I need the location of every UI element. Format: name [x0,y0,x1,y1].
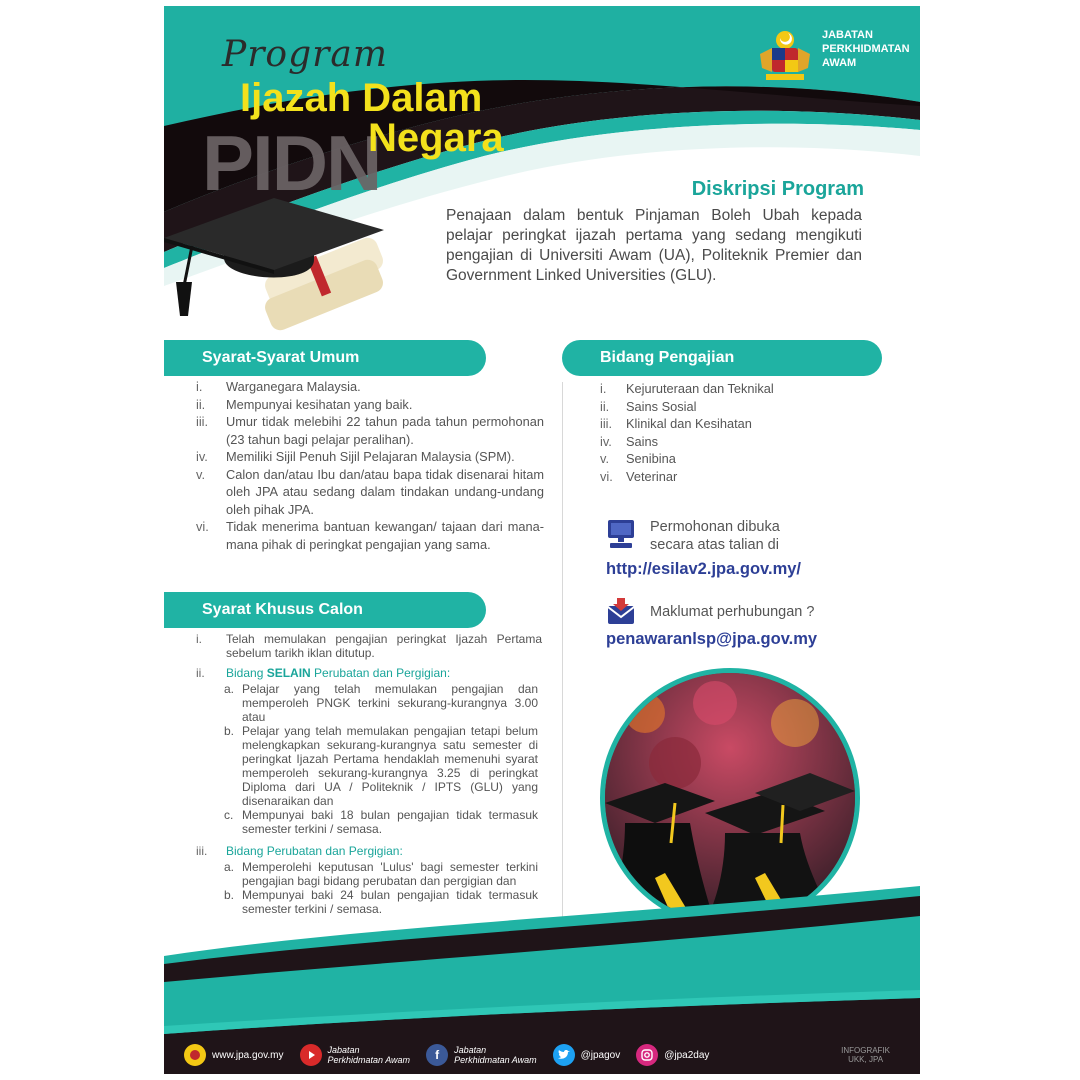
application-text-line2: secara atas talian di [650,537,779,553]
list-number: ii. [600,398,610,414]
sub-text: Pelajar yang telah memulakan pengajian tetapi belum melengkapkan sekurang-kurangnya satu semester di peringkat Ijazah Pertama hendaklah memenuhi syarat memperoleh sekurang-kurangnya 3.25 di peringkat Diploma dari UA / Politeknik / IPTS (GLU) yang disenaraikan dan [242,724,538,808]
list-number: iv. [600,433,612,449]
description-title: Diskripsi Program [691,178,864,200]
list-item [164,413,544,448]
syarat-umum-list [164,378,544,553]
jpa-logo-icon [184,1044,206,1066]
sub-letter: c. [224,808,234,822]
instagram-icon [636,1044,658,1066]
list-heading [226,666,542,680]
heading-strong: SELAIN [266,666,311,680]
list-item [164,448,544,466]
contact-info: Maklumat perhubungan ? [650,604,815,620]
youtube-icon [300,1044,322,1066]
list-text: Memiliki Sijil Penuh Sijil Pelajaran Malaysia (SPM). [226,449,515,464]
list-number: ii. [196,666,205,680]
list-number: i. [600,381,607,396]
title-line-2: Negara [368,116,504,160]
section-header-syarat-khusus: Syarat Khusus Calon [164,592,486,628]
computer-icon [606,518,636,550]
list-item [164,396,544,414]
agency-name: JABATAN PERKHIDMATAN AWAM [822,29,910,69]
list-text: Kejuruteraan dan Teknikal [626,381,774,396]
list-text: Umur tidak melebihi 22 tahun pada tahun permohonan (23 tahun bagi pelajar peralihan). [226,414,544,447]
youtube-label [328,1045,411,1065]
sub-item [164,808,544,836]
list-number: iii. [196,414,209,429]
list-item [164,666,544,680]
facebook-label-line2: Perkhidmatan Awam [454,1055,537,1065]
credit-line2: UKK, JPA [848,1055,884,1064]
list-text: Tidak menerima bantuan kewangan/ tajaan dari mana-mana pihak di peringkat pengajian yang sama. [226,519,544,552]
list-item [164,844,544,858]
footer-website[interactable] [184,1044,284,1066]
footer-youtube[interactable] [300,1044,411,1066]
twitter-label: @jpagov [580,1049,621,1061]
sub-text: Memperolehi keputusan 'Lulus' bagi semester terkini pengajian bagi bidang perubatan dan pergigian dan [242,860,538,888]
sub-text: Pelajar yang telah memulakan pengajian dan memperoleh PNGK terkini sekurang-kurangnya 3.00 atau [242,682,538,724]
application-text-line1: Permohonan dibuka [650,519,780,535]
list-number: i. [196,379,203,394]
sub-item [164,724,544,808]
infographic-page [164,6,920,1074]
list-number: vi. [600,468,613,484]
sub-letter: b. [224,724,235,738]
list-text: Warganegara Malaysia. [226,379,361,394]
column-divider [562,382,563,932]
list-item [600,450,840,468]
list-number: iii. [196,844,208,858]
facebook-label-line1: Jabatan [454,1045,487,1055]
section-header-bidang-pengajian: Bidang Pengajian [562,340,882,376]
facebook-icon: f [426,1044,448,1066]
list-item [600,380,840,398]
description-text: Penajaan dalam bentuk Pinjaman Boleh Ubah kepada pelajar peringkat ijazah pertama yang sedang mengikuti pengajian di Universiti Awam (UA), Politeknik Premier dan Government Linked Universities (GLU). [446,207,862,284]
sub-letter: a. [224,860,235,874]
list-item [600,398,840,416]
sub-letter: b. [224,888,235,902]
sub-item [164,860,544,888]
list-text: Telah memulakan pengajian peringkat Ijazah Pertama sebelum tarikh iklan ditutup. [226,632,542,660]
credit-line1: INFOGRAFIK [841,1046,890,1055]
footer-twitter[interactable] [553,1044,621,1066]
pidn-acronym: PIDN [202,119,381,207]
sub-item [164,682,544,724]
list-text: Sains [626,433,659,449]
list-item [164,466,544,519]
application-info [650,518,780,554]
list-item [164,632,544,660]
list-item [164,518,544,553]
list-text: Veterinar [626,468,678,484]
youtube-label-line1: Jabatan [327,1045,360,1055]
syarat-khusus-list [164,632,544,916]
footer-instagram[interactable] [636,1044,709,1066]
list-number: ii. [196,396,206,412]
list-text: Senibina [626,451,676,466]
malaysia-coat-of-arms-icon [756,26,814,84]
list-item [600,468,840,486]
sub-letter: a. [224,682,235,696]
sub-text: Mempunyai baki 24 bulan pengajian tidak termasuk semester terkini / semasa. [242,888,538,916]
list-item [600,433,840,451]
heading-post: Perubatan dan Pergigian: [310,666,451,680]
list-heading: Bidang Perubatan dan Pergigian: [226,844,403,858]
list-number: iv. [196,449,208,464]
facebook-label [454,1045,537,1065]
list-text: Klinikal dan Kesihatan [626,416,752,431]
list-item [600,415,840,433]
list-number: vi. [196,519,209,534]
title-line-1: Ijazah Dalam [240,76,483,120]
contact-email-link[interactable]: penawaranlsp@jpa.gov.my [606,630,818,648]
list-number: iii. [600,416,613,431]
sub-text: Mempunyai baki 18 bulan pengajian tidak termasuk semester terkini / semasa. [242,808,538,836]
instagram-label: @jpa2day [664,1049,710,1061]
infographic-credit [841,1046,890,1064]
footer-bar [164,1036,920,1074]
graduation-cap-illustration [164,186,394,336]
bidang-pengajian-list [600,380,840,485]
program-script-title: Program [222,34,388,75]
list-number: v. [196,466,206,482]
website-label: www.jpa.gov.my [212,1049,284,1061]
footer-facebook[interactable] [426,1044,537,1066]
section-header-syarat-umum: Syarat-Syarat Umum [164,340,486,376]
list-text: Mempunyai kesihatan yang baik. [226,396,413,412]
list-text: Sains Sosial [626,398,697,414]
mail-icon [606,598,636,626]
heading-pre: Bidang [226,666,267,680]
application-link[interactable]: http://esilav2.jpa.gov.my/ [606,560,801,578]
list-item [164,378,544,396]
twitter-icon [553,1044,575,1066]
youtube-label-line2: Perkhidmatan Awam [327,1055,411,1065]
list-text: Calon dan/atau Ibu dan/atau bapa tidak disenarai hitam oleh JPA atau sedang dalam tindakan undang-undang oleh pihak JPA. [226,466,544,517]
list-number: v. [600,451,610,466]
list-number: i. [196,632,202,646]
